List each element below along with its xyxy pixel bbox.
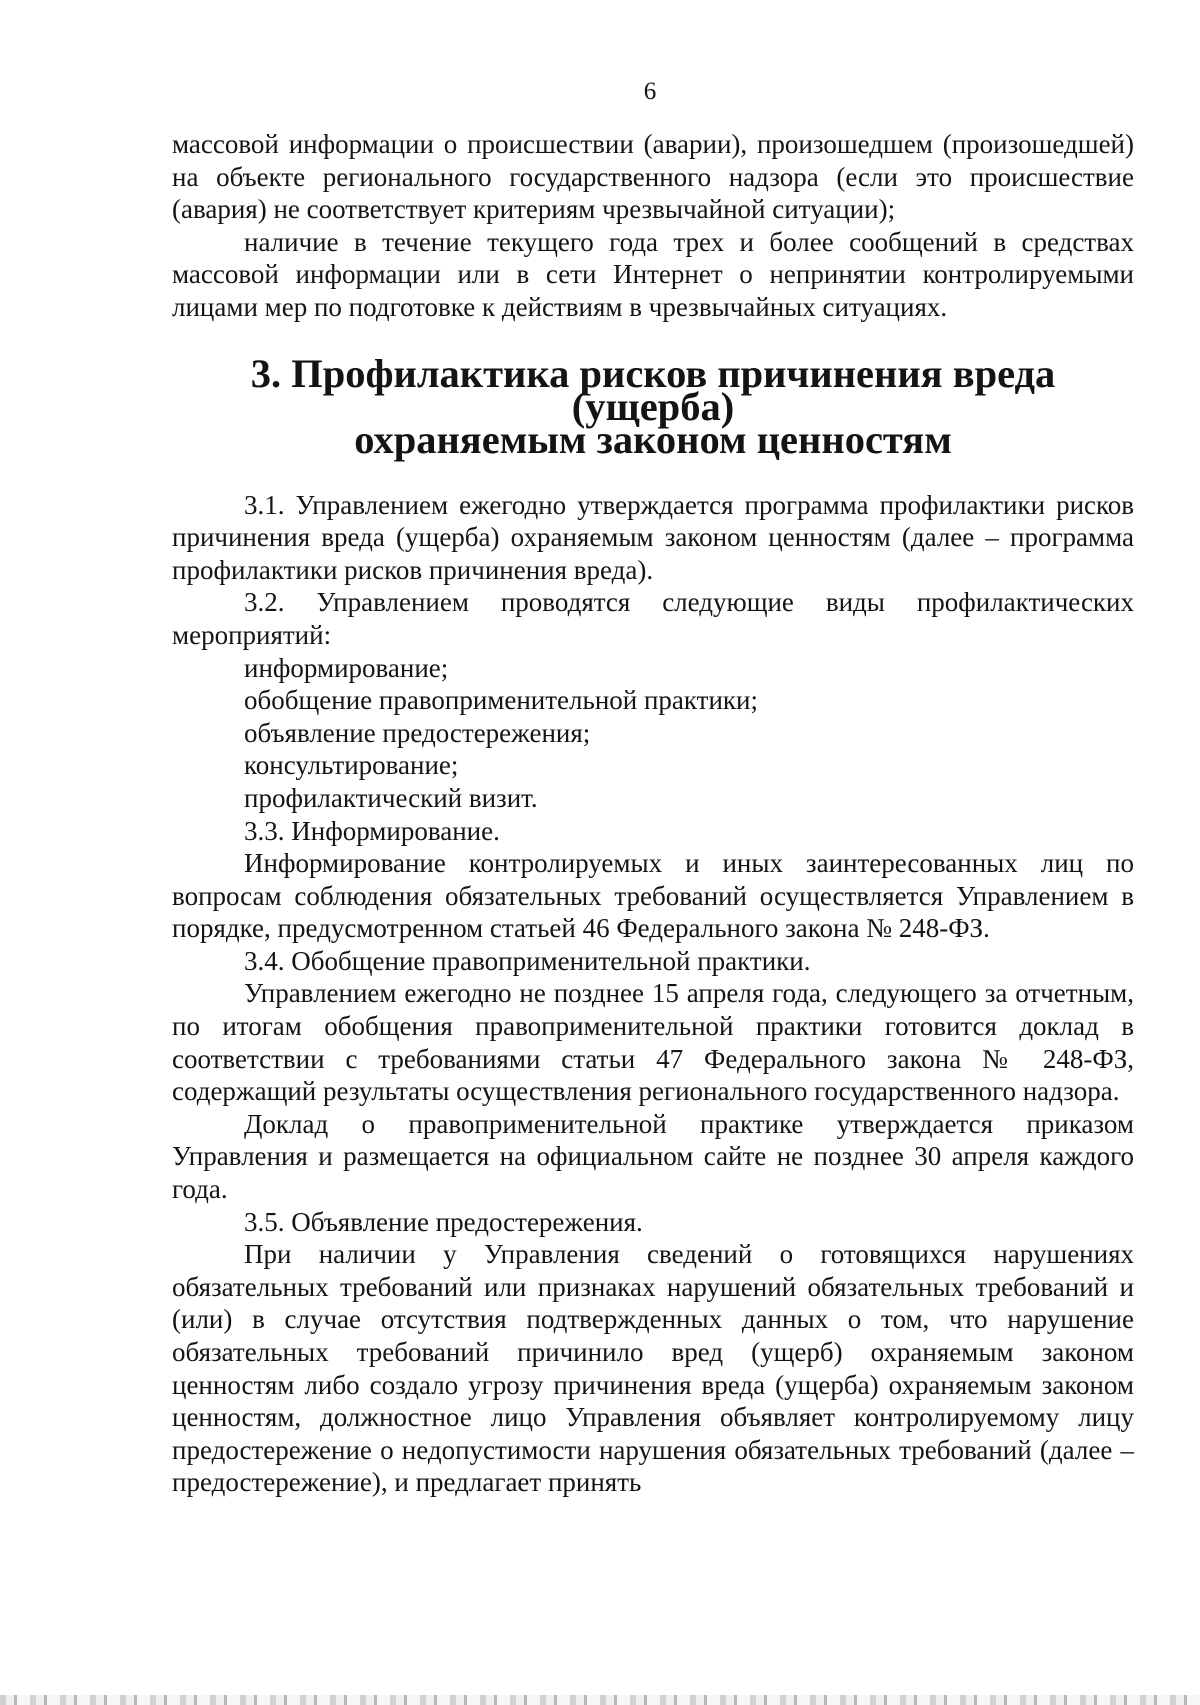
scan-edge-artifact bbox=[0, 1695, 1200, 1705]
paragraph-3-1: 3.1. Управлением ежегодно утверждается программа профилактики рисков причинения вреда (ущерба) охраняемым законом ценностям (далее – программа профилактики рисков причинения вреда). bbox=[172, 489, 1134, 585]
list-item: консультирование; bbox=[244, 750, 459, 781]
paragraph-3-5-title: 3.5. Объявление предостережения. bbox=[244, 1206, 643, 1237]
paragraph-3-5-text: При наличии у Управления сведений о готовящихся нарушениях обязательных требований или признаках нарушений обязательных требований и (или) в случае отсутствия подтвержденных данных о том, что нарушение обязательных требований причинило вред (ущерб) охраняемым законом ценностям либо создало угрозу причинения вреда (ущерба) охраняемым законом ценностям, должностное лицо Управления объявляет контролируемому лицу предостережение о недопустимости нарушения обязательных требований (далее – предостережение), и предлагает принять bbox=[172, 1239, 1134, 1498]
paragraph-3-2: 3.2. Управлением проводятся следующие виды профилактических мероприятий: bbox=[172, 587, 1134, 650]
section-heading-line-2: охраняемым законом ценностям bbox=[354, 416, 952, 462]
document-body bbox=[172, 128, 1134, 1499]
paragraph-3-4-title: 3.4. Обобщение правоприменительной практики. bbox=[244, 945, 811, 976]
paragraph-3-4-text-2: Доклад о правоприменительной практике утверждается приказом Управления и размещается на официальном сайте не позднее 30 апреля каждого года. bbox=[172, 1108, 1134, 1205]
page-number: 6 bbox=[643, 78, 657, 105]
list-item: информирование; bbox=[244, 652, 449, 683]
paragraph-continuation: массовой информации о происшествии (аварии), произошедшем (произошедшей) на объекте регионального государственного надзора (если это происшествие (авария) не соответствует критериям чрезвычайной ситуации); bbox=[172, 129, 1134, 225]
list-item: обобщение правоприменительной практики; bbox=[244, 685, 758, 716]
section-heading bbox=[172, 350, 1134, 462]
section-heading-line-1: 3. Профилактика рисков причинения вреда (ущерба) bbox=[250, 350, 1056, 429]
paragraph-3-3-text: Информирование контролируемых и иных заинтересованных лиц по вопросам соблюдения обязательных требований осуществляется Управлением в порядке, предусмотренном статьей 46 Федерального закона № 248-ФЗ. bbox=[172, 848, 1134, 944]
paragraph-media-reports: наличие в течение текущего года трех и более сообщений в средствах массовой информации или в сети Интернет о непринятии контролируемыми лицами мер по подготовке к действиям в чрезвычайных ситуациях. bbox=[172, 226, 1134, 322]
paragraph-3-3-title: 3.3. Информирование. bbox=[244, 815, 500, 846]
list-item: профилактический визит. bbox=[244, 782, 538, 813]
paragraph-3-4-text-1: Управлением ежегодно не позднее 15 апреля года, следующего за отчетным, по итогам обобщения правоприменительной практики готовится доклад в соответствии с требованиями статьи 47 Федерального закона № 248-ФЗ, содержащий результаты осуществления регионального государственного надзора. bbox=[172, 978, 1134, 1107]
list-item: объявление предостережения; bbox=[244, 717, 591, 748]
